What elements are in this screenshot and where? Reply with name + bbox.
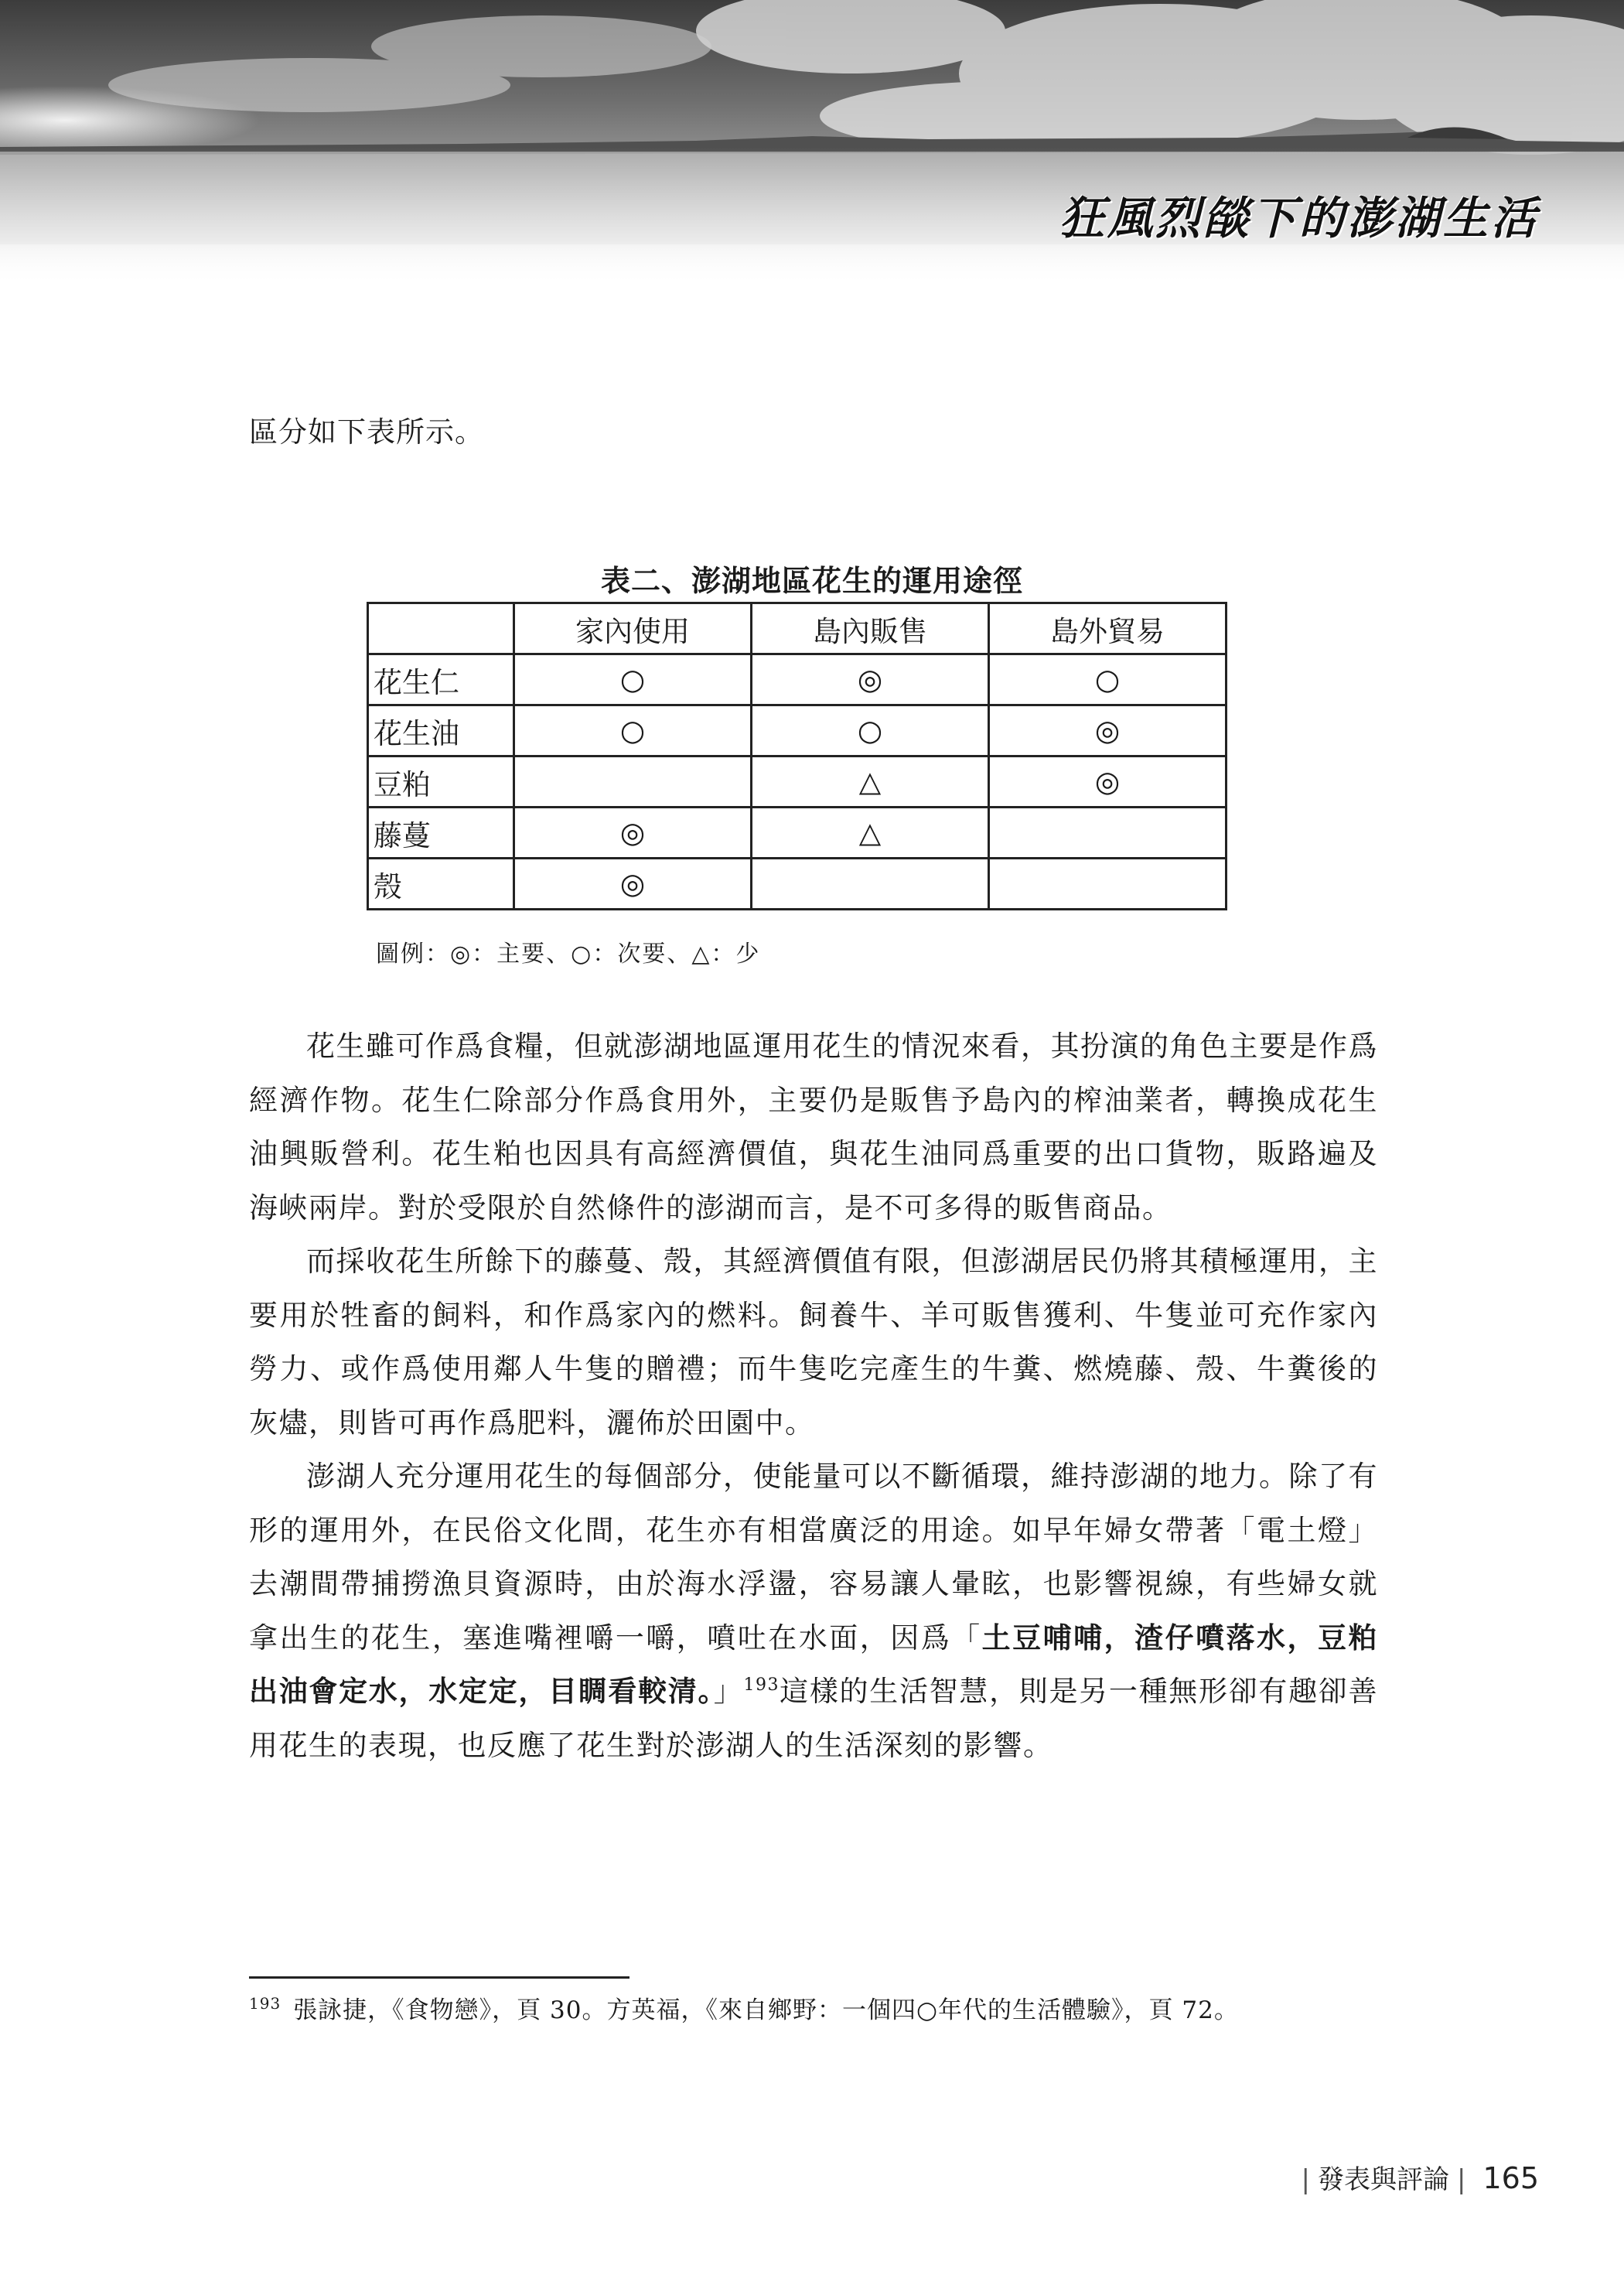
paragraph-1: 花生雖可作爲食糧，但就澎湖地區運用花生的情況來看，其扮演的角色主要是作爲經濟作物。花生仁除部分作爲食用外，主要仍是販售予島內的榨油業者，轉換成花生油興販營利。花生粕也因具有高經濟價值，與花生油同爲重要的出口貨物，販路遍及海峽兩岸。對於受限於自然條件的澎湖而言，是不可多得的販售商品。 [249, 1030, 1378, 1224]
body-text [249, 1019, 1378, 1772]
footnote-number: 193 [249, 1994, 281, 2013]
table-header-home-use: 家內使用 [514, 603, 752, 654]
footnote [249, 1990, 1239, 2025]
paragraph-2: 而採收花生所餘下的藤蔓、殼，其經濟價值有限，但澎湖居民仍將其積極運用，主要用於牲畜的飼料，和作爲家內的燃料。飼養牛、羊可販售獲利、牛隻並可充作家內勞力、或作爲使用鄰人牛隻的贈禮；而牛隻吃完產生的牛糞、燃燒藤、殼、牛糞後的灰燼，則皆可再作爲肥料，灑佈於田園中。 [249, 1245, 1378, 1440]
table-legend: 圖例：◎：主要、○：次要、△：少 [376, 941, 761, 968]
table-header-corner [368, 603, 514, 654]
dialect-quote: 土豆哺哺，渣仔噴落水，豆粕出油會定水，水定定，目睭看較清。 [249, 1620, 1379, 1708]
running-title: 狂風烈燄下的澎湖生活 [1059, 192, 1539, 244]
table-row [368, 705, 1227, 756]
table-row [368, 808, 1227, 859]
footnote-ref-193[interactable]: 193 [743, 1675, 780, 1695]
table-header-external-trade: 島外貿易 [989, 603, 1227, 654]
table-cell [989, 859, 1227, 910]
table-cell: ○ [514, 654, 752, 705]
row-label: 花生仁 [368, 654, 514, 705]
table-caption: 表二、澎湖地區花生的運用途徑 [600, 563, 1023, 598]
table-row [368, 654, 1227, 705]
row-label: 花生油 [368, 705, 514, 756]
paragraph-3 [249, 1450, 1378, 1772]
table-cell [752, 859, 989, 910]
table-header-row [368, 603, 1227, 654]
paragraph-3-text-end: 這樣的生活智慧，則是另一種無形卻有趣卻善用花生的表現，也反應了花生對於澎湖人的生活深刻的影響。 [249, 1675, 1379, 1762]
peanut-usage-table [367, 602, 1227, 910]
table-cell [989, 808, 1227, 859]
table-cell: △ [752, 756, 989, 808]
table-header-island-sales: 島內販售 [752, 603, 989, 654]
footer-section: 發表與評論 [1318, 2164, 1449, 2195]
table-cell: ◎ [989, 705, 1227, 756]
quote-close: 」 [713, 1675, 744, 1708]
table-cell: ◎ [752, 654, 989, 705]
table-cell: ◎ [514, 859, 752, 910]
page-number: 165 [1482, 2161, 1539, 2195]
table-cell: ○ [514, 705, 752, 756]
table-row [368, 756, 1227, 808]
table-cell: ○ [752, 705, 989, 756]
footnote-text: 張詠捷，《食物戀》，頁 30。方英福，《來自鄉野：一個四○年代的生活體驗》，頁 72。 [293, 1996, 1239, 2024]
divider-bar: | [1457, 2164, 1466, 2195]
row-label: 殼 [368, 859, 514, 910]
table-row [368, 859, 1227, 910]
table-cell [514, 756, 752, 808]
divider-bar: | [1301, 2164, 1310, 2195]
paragraph-3-text: 澎湖人充分運用花生的每個部分，使能量可以不斷循環，維持澎湖的地力。除了有形的運用外，在民俗文化間，花生亦有相當廣泛的用途。如早年婦女帶著「電土燈」去潮間帶捕撈漁貝資源時，由於海水浮盪，容易讓人暈眩，也影響視線，有些婦女就拿出生的花生，塞進嘴裡嚼一嚼，噴吐在水面，因爲「 [249, 1460, 1378, 1655]
table-cell: ◎ [514, 808, 752, 859]
table-cell: △ [752, 808, 989, 859]
page-footer [1294, 2158, 1539, 2196]
footnote-divider [249, 1976, 629, 1979]
row-label: 藤蔓 [368, 808, 514, 859]
lead-text: 區分如下表所示。 [249, 415, 484, 449]
table-cell: ○ [989, 654, 1227, 705]
table-cell: ◎ [989, 756, 1227, 808]
row-label: 豆粕 [368, 756, 514, 808]
